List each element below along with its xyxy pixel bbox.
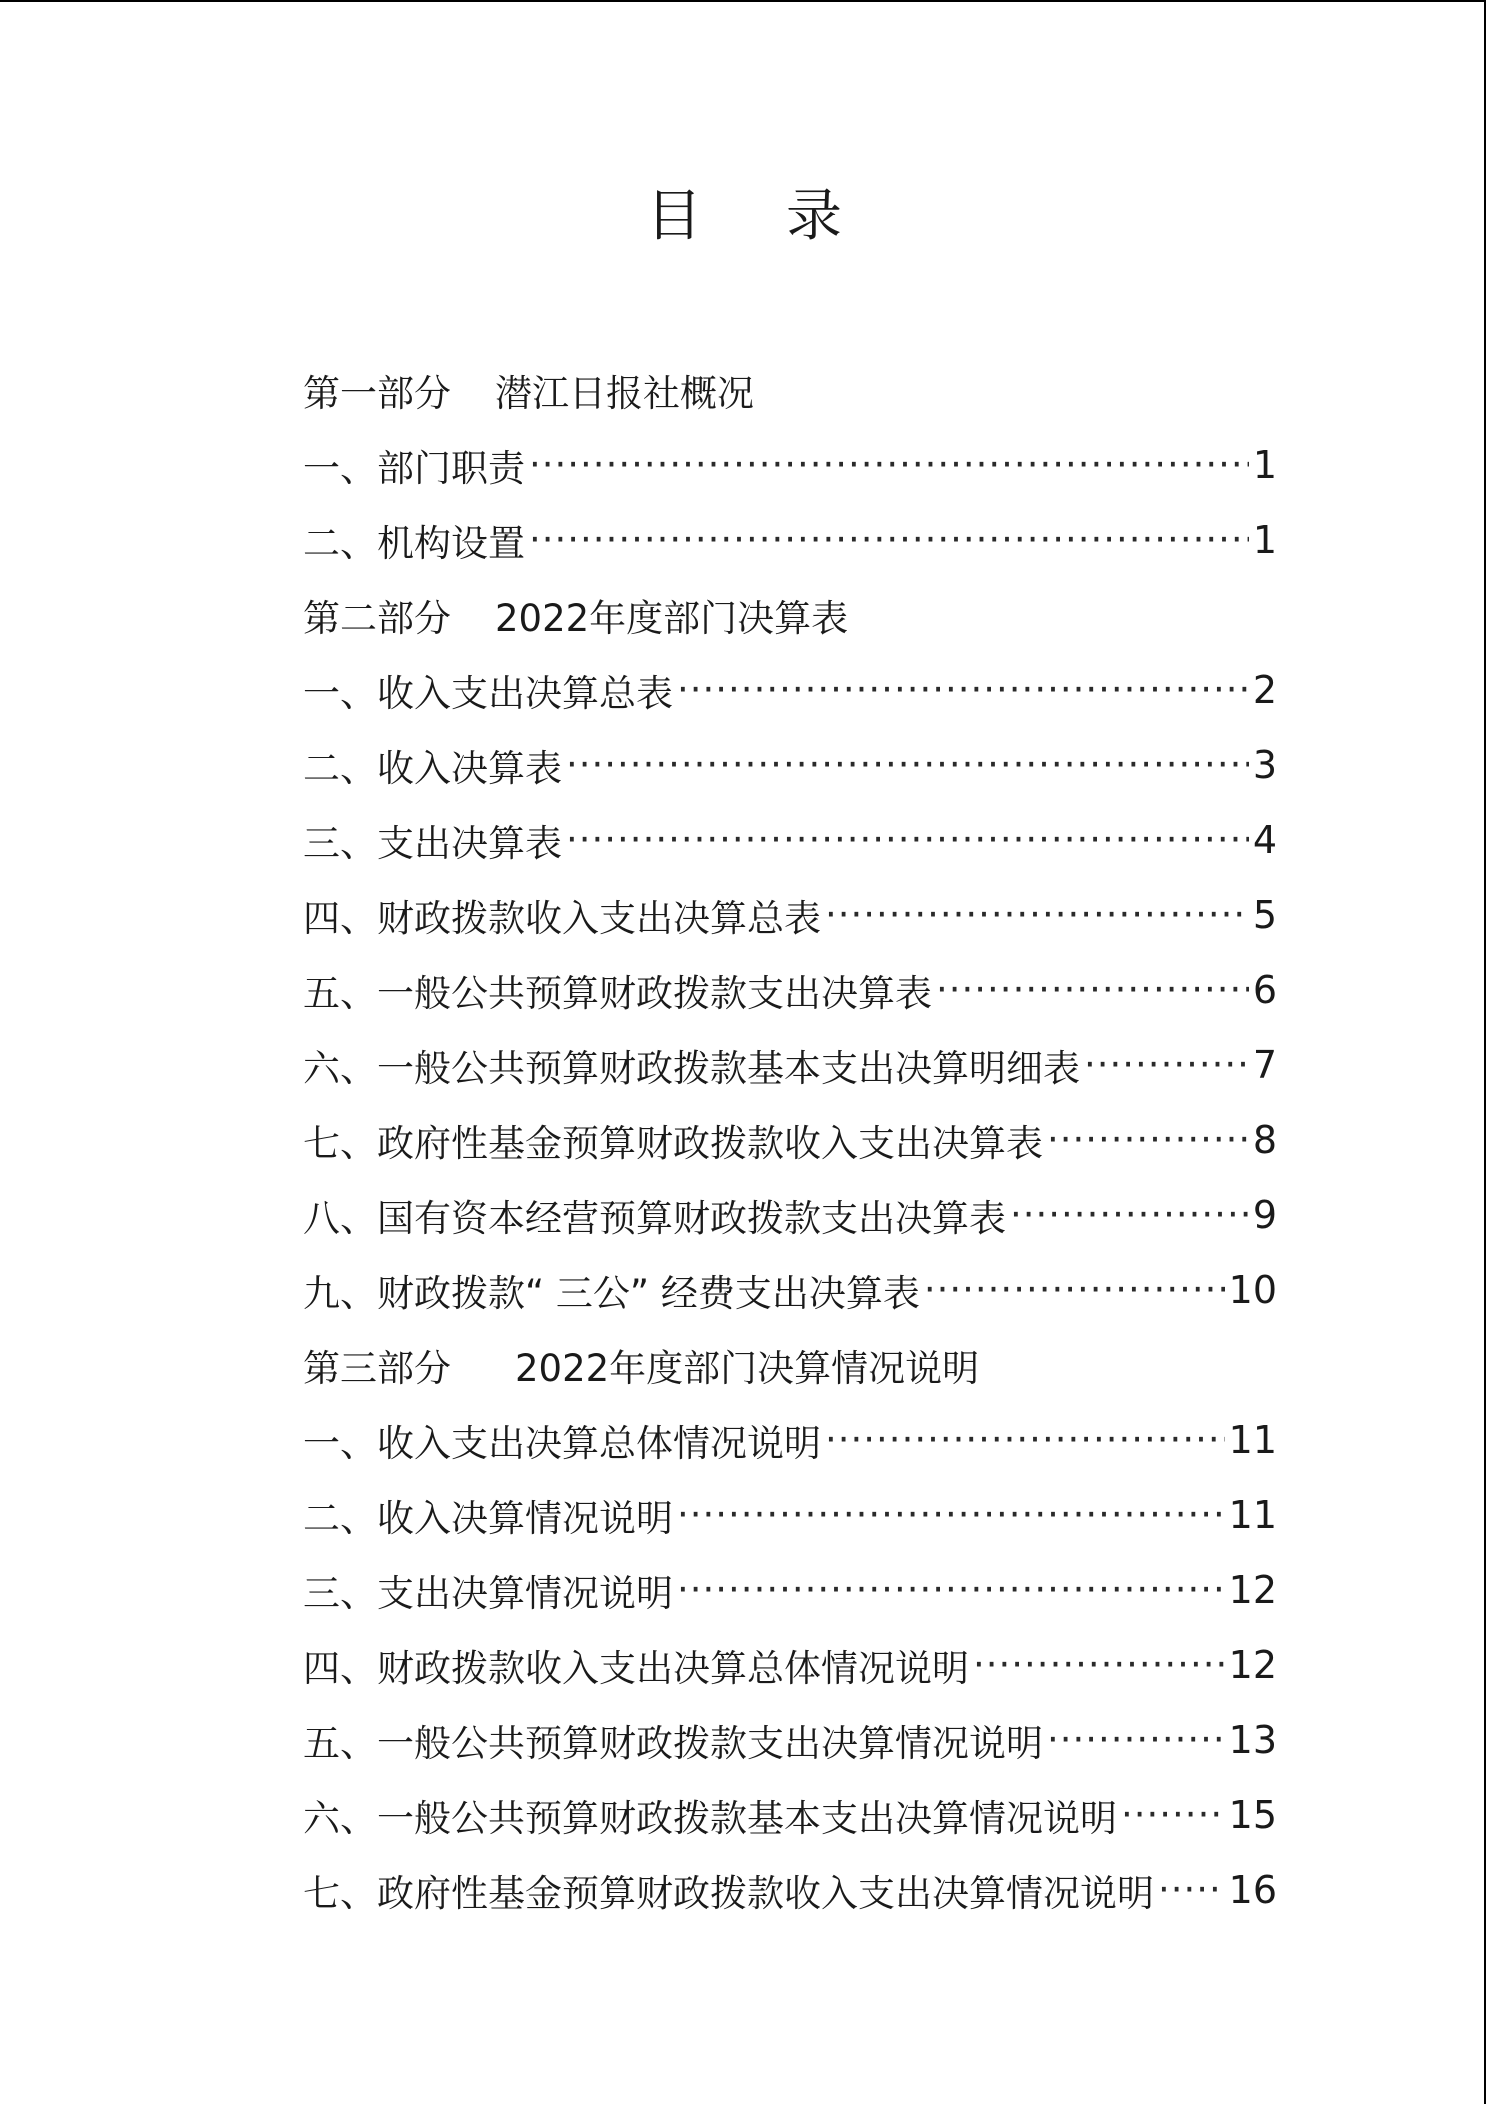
toc-entry[interactable] xyxy=(303,1702,1277,1777)
toc-page-number: 6 xyxy=(1252,967,1277,1012)
toc-part-heading xyxy=(303,1327,1277,1402)
dot-leader xyxy=(825,893,1249,936)
dot-leader xyxy=(529,443,1249,486)
toc-entry-label: 五、一般公共预算财政拨款支出决算表 xyxy=(303,971,932,1015)
toc-entry-label: 八、国有资本经营预算财政拨款支出决算表 xyxy=(303,1196,1006,1240)
toc-part-heading xyxy=(303,577,1277,652)
toc-entry-label: 三、支出决算表 xyxy=(303,821,562,865)
toc-page-number: 2 xyxy=(1252,667,1277,712)
toc-page-number: 16 xyxy=(1228,1867,1277,1912)
page-title xyxy=(0,182,1488,252)
toc-entry[interactable] xyxy=(303,427,1277,502)
title-char-1: 目 xyxy=(646,184,702,249)
dot-leader xyxy=(1084,1043,1249,1086)
dot-leader xyxy=(825,1418,1225,1461)
toc-entry-label: 二、机构设置 xyxy=(303,521,525,565)
part-label: 第二部分 xyxy=(303,596,451,640)
toc-entry-label: 六、一般公共预算财政拨款基本支出决算情况说明 xyxy=(303,1796,1117,1840)
toc-page-number: 12 xyxy=(1228,1567,1277,1612)
toc-entry[interactable] xyxy=(303,502,1277,577)
dot-leader xyxy=(677,1493,1225,1536)
toc-entry-label: 九、财政拨款“ 三公” 经费支出决算表 xyxy=(303,1271,920,1315)
toc-entry-label: 二、收入决算情况说明 xyxy=(303,1496,673,1540)
toc-entry-label: 二、收入决算表 xyxy=(303,746,562,790)
toc-entry[interactable] xyxy=(303,1627,1277,1702)
part-year: 2022 xyxy=(495,596,590,640)
toc-page-number: 10 xyxy=(1228,1267,1277,1312)
toc-entry-label: 四、财政拨款收入支出决算总体情况说明 xyxy=(303,1646,969,1690)
toc-page-number: 11 xyxy=(1228,1417,1277,1462)
toc-entry-label: 七、政府性基金预算财政拨款收入支出决算情况说明 xyxy=(303,1871,1154,1915)
part-name: 年度部门决算情况说明 xyxy=(609,1346,980,1390)
toc-page-number: 8 xyxy=(1252,1117,1277,1162)
toc-page-number: 12 xyxy=(1228,1642,1277,1687)
dot-leader xyxy=(566,818,1249,861)
toc-page-number: 7 xyxy=(1252,1042,1277,1087)
part-name: 潜江日报社概况 xyxy=(495,371,754,415)
dot-leader xyxy=(973,1643,1225,1686)
toc-entry[interactable] xyxy=(303,877,1277,952)
toc-entry[interactable] xyxy=(303,652,1277,727)
dot-leader xyxy=(1047,1718,1225,1761)
dot-leader xyxy=(677,668,1249,711)
toc-page-number: 5 xyxy=(1252,892,1277,937)
toc-page-number: 3 xyxy=(1252,742,1277,787)
toc-entry[interactable] xyxy=(303,802,1277,877)
toc-entry[interactable] xyxy=(303,1252,1277,1327)
part-year: 2022 xyxy=(515,1346,610,1390)
toc-entry[interactable] xyxy=(303,1477,1277,1552)
dot-leader xyxy=(1158,1868,1225,1911)
toc-entry[interactable] xyxy=(303,1102,1277,1177)
toc-entry-label: 一、部门职责 xyxy=(303,446,525,490)
toc-page-number: 11 xyxy=(1228,1492,1277,1537)
toc-entry-label: 一、收入支出决算总体情况说明 xyxy=(303,1421,821,1465)
toc-entry-label: 七、政府性基金预算财政拨款收入支出决算表 xyxy=(303,1121,1043,1165)
table-of-contents xyxy=(303,352,1277,1927)
toc-entry[interactable] xyxy=(303,727,1277,802)
dot-leader xyxy=(936,968,1249,1011)
dot-leader xyxy=(677,1568,1225,1611)
toc-entry[interactable] xyxy=(303,1402,1277,1477)
dot-leader xyxy=(1047,1118,1249,1161)
toc-entry-label: 一、收入支出决算总表 xyxy=(303,671,673,715)
toc-entry[interactable] xyxy=(303,1177,1277,1252)
toc-entry[interactable] xyxy=(303,1852,1277,1927)
toc-page-number: 1 xyxy=(1252,442,1277,487)
dot-leader xyxy=(924,1268,1225,1311)
toc-entry-label: 六、一般公共预算财政拨款基本支出决算明细表 xyxy=(303,1046,1080,1090)
dot-leader xyxy=(529,518,1249,561)
toc-page-number: 15 xyxy=(1228,1792,1277,1837)
toc-page-number: 9 xyxy=(1252,1192,1277,1237)
dot-leader xyxy=(1121,1793,1225,1836)
title-char-2: 录 xyxy=(786,184,842,249)
toc-part-heading xyxy=(303,352,1277,427)
toc-entry[interactable] xyxy=(303,1552,1277,1627)
part-label: 第三部分 xyxy=(303,1346,451,1390)
toc-entry-label: 三、支出决算情况说明 xyxy=(303,1571,673,1615)
toc-page-number: 4 xyxy=(1252,817,1277,862)
part-label: 第一部分 xyxy=(303,371,451,415)
toc-page-number: 1 xyxy=(1252,517,1277,562)
toc-entry[interactable] xyxy=(303,1777,1277,1852)
toc-entry-label: 五、一般公共预算财政拨款支出决算情况说明 xyxy=(303,1721,1043,1765)
dot-leader xyxy=(566,743,1249,786)
dot-leader xyxy=(1010,1193,1249,1236)
part-name: 年度部门决算表 xyxy=(589,596,849,640)
toc-entry[interactable] xyxy=(303,952,1277,1027)
toc-page-number: 13 xyxy=(1228,1717,1277,1762)
toc-entry[interactable] xyxy=(303,1027,1277,1102)
toc-entry-label: 四、财政拨款收入支出决算总表 xyxy=(303,896,821,940)
